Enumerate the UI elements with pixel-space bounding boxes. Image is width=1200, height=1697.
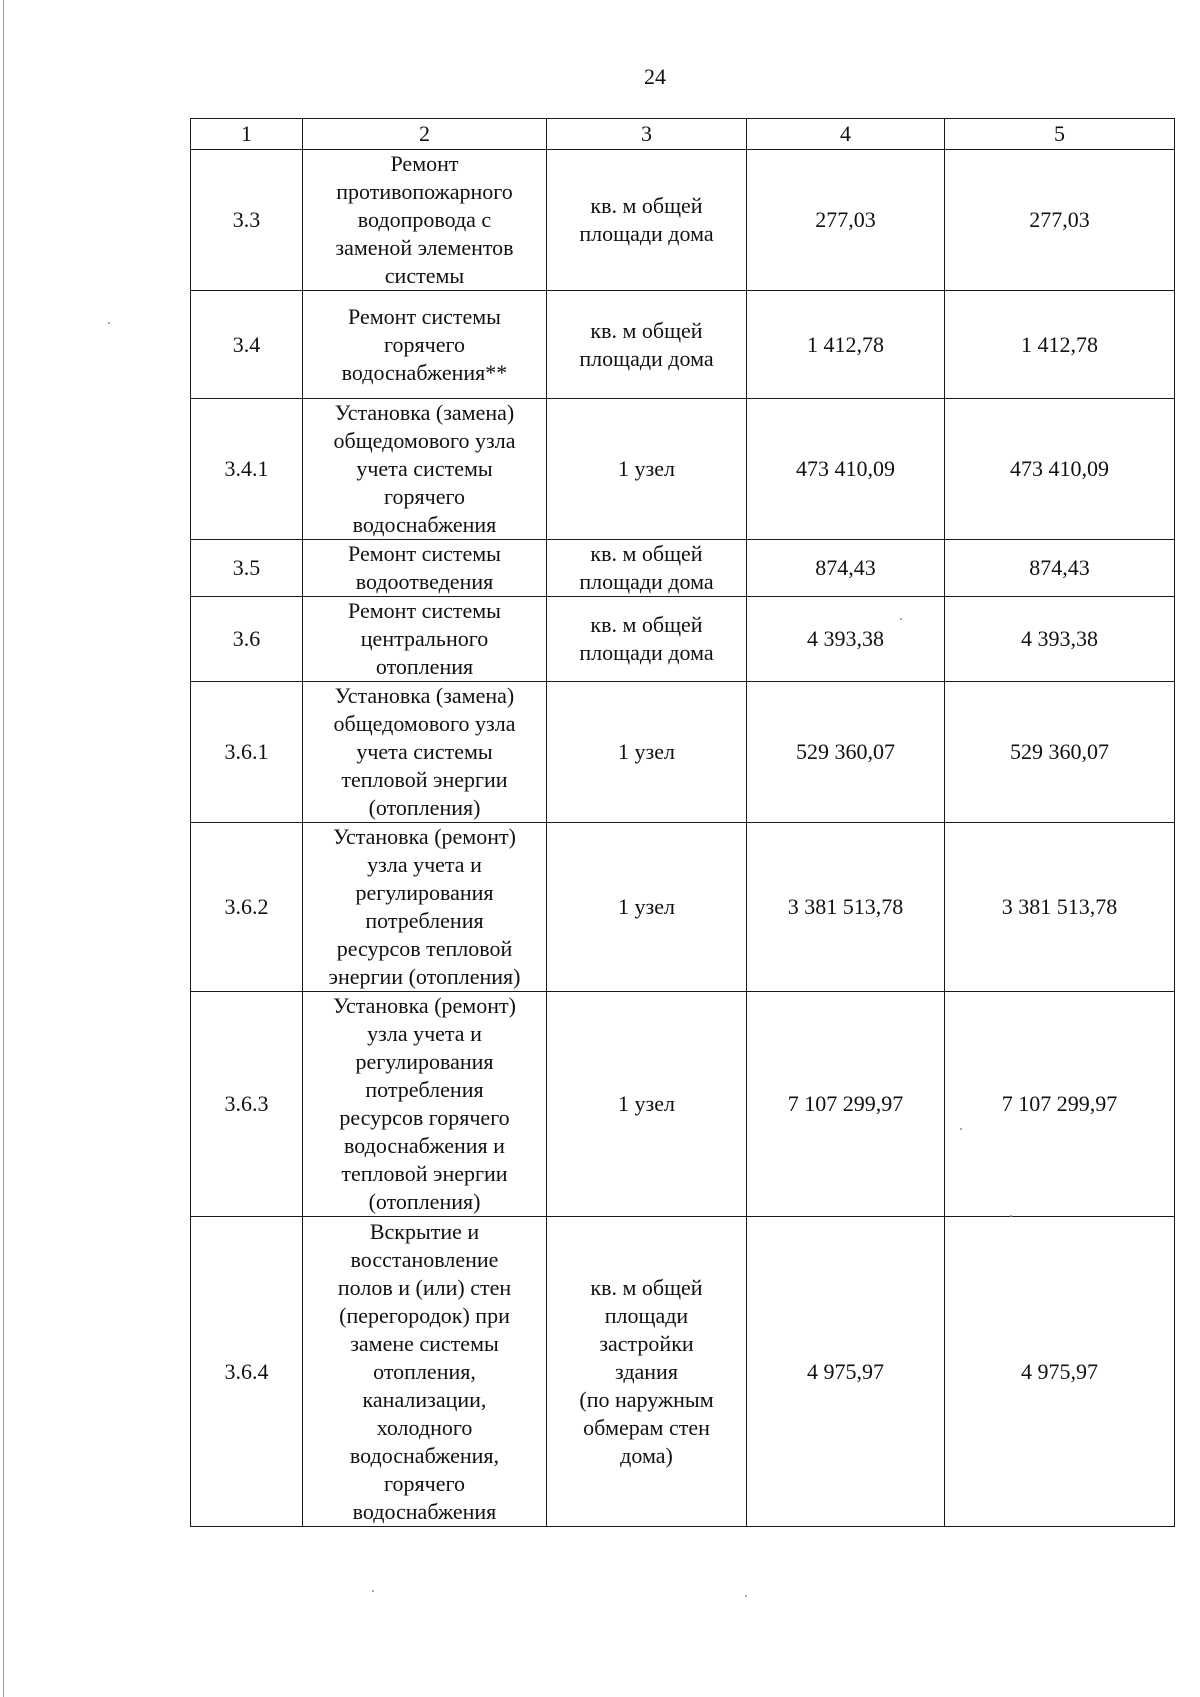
work-name-line: учета системы [356, 739, 493, 764]
table-row [191, 540, 1175, 597]
cell-value-col5: 529 360,07 [945, 682, 1175, 823]
header-cell: 5 [945, 119, 1175, 150]
cell-unit [547, 597, 747, 682]
cell-value-col5: 7 107 299,97 [945, 992, 1175, 1217]
unit-line: 1 узел [618, 894, 675, 919]
table-row [191, 597, 1175, 682]
work-name-line: водопровода с [357, 207, 492, 232]
work-name-line: Ремонт системы [348, 303, 501, 329]
scan-speck [960, 1128, 962, 1130]
cell-unit [547, 150, 747, 291]
work-name-line: горячего [384, 484, 465, 509]
cell-value-col4: 874,43 [747, 540, 945, 597]
cell-value-col5: 277,03 [945, 150, 1175, 291]
work-name-line: водоснабжения** [341, 359, 508, 385]
cell-value-col5: 473 410,09 [945, 399, 1175, 540]
unit-line: площади дома [579, 569, 714, 594]
cell-item-number: 3.6 [191, 597, 303, 682]
scan-speck [108, 322, 110, 324]
work-name-line: отопления, [373, 1358, 476, 1384]
cell-item-number: 3.4 [191, 291, 303, 399]
cell-unit [547, 399, 747, 540]
work-name-line: (перегородок) при [339, 1302, 510, 1328]
cell-value-col4: 7 107 299,97 [747, 992, 945, 1217]
work-name-line: Ремонт системы [348, 598, 501, 623]
cell-value-col5: 4 975,97 [945, 1217, 1175, 1527]
work-name-line: (отопления) [368, 795, 481, 820]
work-name-line: замене системы [350, 1330, 499, 1356]
cell-work-name [303, 992, 547, 1217]
unit-line: площади дома [579, 221, 714, 246]
table-row [191, 150, 1175, 291]
unit-line: 1 узел [618, 1091, 675, 1116]
cell-unit [547, 682, 747, 823]
cell-item-number: 3.3 [191, 150, 303, 291]
table-body [191, 150, 1175, 1527]
unit-line: дома) [620, 1442, 673, 1468]
cell-item-number: 3.5 [191, 540, 303, 597]
unit-line: кв. м общей [590, 193, 703, 218]
cell-item-number: 3.4.1 [191, 399, 303, 540]
work-name-line: ресурсов тепловой [336, 936, 513, 961]
scan-speck [900, 618, 902, 620]
cell-item-number: 3.6.3 [191, 992, 303, 1217]
work-name-line: канализации, [362, 1386, 487, 1412]
cell-item-number: 3.6.2 [191, 823, 303, 992]
work-name-line: центрального [360, 626, 489, 651]
unit-line: обмерам стен [583, 1414, 710, 1440]
works-table [190, 118, 1175, 1527]
cell-unit [547, 823, 747, 992]
table-row [191, 823, 1175, 992]
cell-value-col4: 4 393,38 [747, 597, 945, 682]
work-name-line: энергии (отопления) [328, 964, 521, 989]
table-row [191, 992, 1175, 1217]
work-name-line: отопления [375, 654, 474, 679]
unit-line: площади дома [579, 345, 714, 371]
cell-work-name [303, 823, 547, 992]
work-name-line: общедомового узла [333, 428, 516, 453]
cell-work-name [303, 1217, 547, 1527]
header-cell: 1 [191, 119, 303, 150]
unit-line: 1 узел [618, 739, 675, 764]
cell-value-col4: 3 381 513,78 [747, 823, 945, 992]
work-name-line: водоотведения [355, 569, 494, 594]
unit-line: застройки [599, 1330, 694, 1356]
work-name-line: водоснабжения и [344, 1133, 505, 1158]
page-number: 24 [644, 64, 666, 89]
cell-work-name [303, 399, 547, 540]
cell-value-col5: 4 393,38 [945, 597, 1175, 682]
unit-line: кв. м общей [590, 541, 703, 566]
work-name-line: потребления [365, 1077, 484, 1102]
header-cell: 3 [547, 119, 747, 150]
work-name-line: водоснабжения [352, 1498, 497, 1524]
scan-speck [372, 1590, 374, 1592]
work-name-line: Установка (ремонт) [333, 824, 516, 849]
work-name-line: противопожарного [336, 179, 513, 204]
work-name-line: системы [384, 263, 465, 288]
work-name-line: регулирования [355, 880, 494, 905]
header-cell: 4 [747, 119, 945, 150]
work-name-line: восстановление [350, 1246, 499, 1272]
work-name-line: (отопления) [368, 1189, 481, 1214]
cell-item-number: 3.6.4 [191, 1217, 303, 1527]
cell-item-number: 3.6.1 [191, 682, 303, 823]
work-name-line: тепловой энергии [341, 1161, 508, 1186]
work-name-line: горячего [384, 331, 465, 357]
work-name-line: регулирования [355, 1049, 494, 1074]
page-edge-line [3, 0, 4, 1697]
work-name-line: водоснабжения [352, 512, 497, 537]
work-name-line: Установка (замена) [334, 400, 515, 425]
scan-speck [1010, 1215, 1012, 1217]
cell-work-name [303, 540, 547, 597]
cell-value-col4: 473 410,09 [747, 399, 945, 540]
cell-value-col5: 3 381 513,78 [945, 823, 1175, 992]
table-row [191, 399, 1175, 540]
header-row [191, 119, 1175, 150]
cell-value-col5: 1 412,78 [945, 291, 1175, 399]
work-name-line: Установка (ремонт) [333, 993, 516, 1018]
cell-work-name [303, 291, 547, 399]
unit-line: (по наружным [579, 1386, 714, 1412]
cell-unit [547, 540, 747, 597]
work-name-line: ресурсов горячего [339, 1105, 510, 1130]
cell-unit [547, 291, 747, 399]
cell-unit [547, 992, 747, 1217]
work-name-line: узла учета и [367, 1021, 482, 1046]
cell-value-col4: 4 975,97 [747, 1217, 945, 1527]
cell-value-col4: 1 412,78 [747, 291, 945, 399]
work-name-line: потребления [365, 908, 484, 933]
work-name-line: Вскрытие и [369, 1218, 480, 1244]
work-name-line: учета системы [356, 456, 493, 481]
table-row [191, 291, 1175, 399]
work-name-line: тепловой энергии [341, 767, 508, 792]
table-row [191, 1217, 1175, 1527]
table-row [191, 682, 1175, 823]
unit-line: кв. м общей [590, 612, 703, 637]
cell-work-name [303, 682, 547, 823]
work-name-line: Установка (замена) [334, 683, 515, 708]
cell-value-col4: 277,03 [747, 150, 945, 291]
work-name-line: горячего [384, 1470, 465, 1496]
work-name-line: холодного [376, 1414, 473, 1440]
unit-line: кв. м общей [590, 317, 703, 343]
work-name-line: Ремонт [390, 151, 459, 176]
unit-line: 1 узел [618, 456, 675, 481]
unit-line: площади дома [579, 640, 714, 665]
cell-work-name [303, 597, 547, 682]
cell-unit [547, 1217, 747, 1527]
work-name-line: полов и (или) стен [337, 1274, 512, 1300]
header-cell: 2 [303, 119, 547, 150]
scan-speck [745, 1595, 747, 1597]
work-name-line: Ремонт системы [348, 541, 501, 566]
work-name-line: водоснабжения, [349, 1442, 500, 1468]
cell-value-col4: 529 360,07 [747, 682, 945, 823]
unit-line: площади [604, 1302, 689, 1328]
cell-value-col5: 874,43 [945, 540, 1175, 597]
work-name-line: заменой элементов [335, 235, 514, 260]
work-name-line: узла учета и [367, 852, 482, 877]
unit-line: здания [615, 1358, 678, 1384]
cell-work-name [303, 150, 547, 291]
work-name-line: общедомового узла [333, 711, 516, 736]
unit-line: кв. м общей [590, 1274, 703, 1300]
